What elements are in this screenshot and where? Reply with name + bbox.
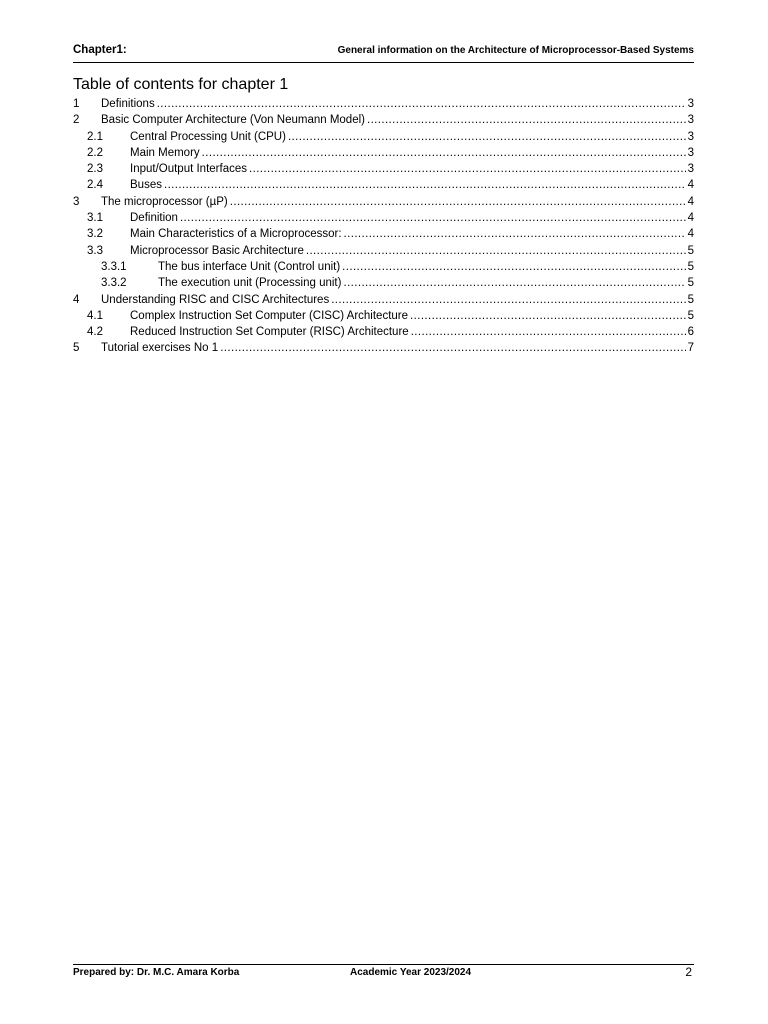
toc-entry-page: 3: [687, 98, 694, 110]
toc-entry-label[interactable]: The bus interface Unit (Control unit): [158, 260, 341, 273]
toc-leader-dots: [343, 275, 685, 291]
toc-entry-body[interactable]: [130, 308, 694, 324]
toc-leader-dots: [230, 194, 686, 210]
toc-entry-body[interactable]: [130, 324, 694, 340]
toc-title: Table of contents for chapter 1: [73, 76, 289, 93]
toc-entry[interactable]: [73, 259, 694, 275]
toc-entry-label[interactable]: Main Characteristics of a Microprocessor:: [130, 228, 342, 241]
toc-entry-number: 2.1: [87, 130, 103, 143]
toc-entry-page: 3: [687, 146, 694, 159]
toc-entry-page: 5: [687, 293, 694, 306]
toc-entry-number: 1: [73, 98, 80, 110]
toc-entry-body[interactable]: [130, 226, 694, 242]
footer-author: Prepared by: Dr. M.C. Amara Korba: [73, 967, 240, 978]
chapter-label: Chapter1:: [73, 44, 127, 56]
toc-leader-dots: [306, 243, 686, 259]
toc-leader-dots: [288, 129, 686, 145]
toc-leader-dots: [220, 340, 685, 356]
toc-entry-label[interactable]: Understanding RISC and CISC Architectures: [101, 293, 330, 306]
toc-entry-label[interactable]: Buses: [130, 179, 162, 192]
toc-entry-number: 3.2: [87, 228, 103, 241]
toc-entry-body[interactable]: [101, 194, 694, 210]
toc-leader-dots: [344, 226, 686, 242]
toc-entry-label[interactable]: Complex Instruction Set Computer (CISC) Architecture: [130, 309, 409, 322]
toc-entry[interactable]: [73, 292, 694, 308]
toc-entry-body[interactable]: [130, 210, 694, 226]
toc-leader-dots: [157, 96, 686, 112]
toc-entry-page: 6: [687, 326, 694, 339]
toc-leader-dots: [331, 292, 685, 308]
toc-entry-number: 5: [73, 342, 80, 355]
page-header: [73, 44, 694, 63]
toc-entry-page: 5: [687, 277, 694, 290]
toc-entry-label[interactable]: Central Processing Unit (CPU): [130, 130, 286, 143]
toc-leader-dots: [202, 145, 686, 161]
toc-entry-label[interactable]: Microprocessor Basic Architecture: [130, 244, 304, 257]
toc-entry-page: 3: [687, 130, 694, 143]
toc-entry-body[interactable]: [158, 259, 694, 275]
toc-entry-body[interactable]: [101, 292, 694, 308]
toc-entry-number: 2.2: [87, 146, 103, 159]
toc-entry-body[interactable]: [130, 145, 694, 161]
toc-entry-number: 4: [73, 293, 80, 306]
toc-leader-dots: [342, 259, 685, 275]
toc-entry[interactable]: [73, 243, 694, 259]
toc-entry-number: 2.3: [87, 163, 103, 176]
toc-entry-body[interactable]: [130, 243, 694, 259]
toc-entry-number: 4.2: [87, 326, 103, 339]
toc-leader-dots: [367, 112, 686, 128]
toc-entry-label[interactable]: Input/Output Interfaces: [130, 163, 247, 176]
toc-entry-page: 5: [687, 244, 694, 257]
toc-entry-body[interactable]: [130, 161, 694, 177]
toc-leader-dots: [180, 210, 686, 226]
toc-entry-label[interactable]: The microprocessor (µP): [101, 195, 228, 208]
toc-leader-dots: [249, 161, 686, 177]
page-footer: [73, 964, 694, 981]
toc-entry-page: 3: [687, 163, 694, 176]
toc-entry[interactable]: [73, 275, 694, 291]
toc-entry-number: 4.1: [87, 309, 103, 322]
toc-entry-page: 5: [687, 260, 694, 273]
toc-entry-body[interactable]: [130, 177, 694, 193]
toc-entry[interactable]: [73, 96, 694, 112]
toc-entry[interactable]: [73, 308, 694, 324]
table-of-contents: [73, 96, 694, 357]
footer-academic-year: Academic Year 2023/2024: [350, 967, 472, 978]
toc-entry-label[interactable]: Basic Computer Architecture (Von Neumann Model): [101, 114, 365, 127]
toc-entry-label[interactable]: Main Memory: [130, 146, 200, 159]
toc-leader-dots: [411, 324, 686, 340]
toc-entry-number: 3.3.2: [101, 277, 127, 290]
toc-entry-label[interactable]: Tutorial exercises No 1: [101, 342, 219, 355]
toc-entry[interactable]: [73, 340, 694, 356]
toc-entry[interactable]: [73, 194, 694, 210]
toc-entry-body[interactable]: [101, 96, 694, 112]
toc-entry[interactable]: [73, 161, 694, 177]
toc-entry-label[interactable]: Reduced Instruction Set Computer (RISC) Architecture: [130, 326, 409, 339]
toc-entry-body[interactable]: [101, 340, 694, 356]
toc-entry-page: 5: [687, 309, 694, 322]
toc-entry-label[interactable]: Definitions: [101, 98, 155, 110]
toc-entry-body[interactable]: [101, 112, 694, 128]
toc-entry-number: 3: [73, 195, 80, 208]
toc-entry-number: 3.3: [87, 244, 103, 257]
toc-leader-dots: [410, 308, 686, 324]
toc-entry[interactable]: [73, 177, 694, 193]
toc-entry-page: 7: [687, 342, 694, 355]
toc-leader-dots: [164, 177, 686, 193]
toc-entry-number: 2.4: [87, 179, 103, 192]
toc-entry-page: 4: [687, 212, 694, 225]
toc-entry[interactable]: [73, 129, 694, 145]
toc-entry-label[interactable]: The execution unit (Processing unit): [158, 277, 342, 290]
toc-entry-page: 3: [687, 114, 694, 127]
toc-entry-page: 4: [687, 179, 694, 192]
toc-entry[interactable]: [73, 145, 694, 161]
toc-entry-number: 2: [73, 114, 80, 127]
header-title: General information on the Architecture of Microprocessor-Based Systems: [337, 45, 694, 56]
toc-entry-body[interactable]: [130, 129, 694, 145]
toc-entry-body[interactable]: [158, 275, 694, 291]
toc-entry-label[interactable]: Definition: [130, 212, 178, 225]
toc-entry[interactable]: [73, 226, 694, 242]
toc-entry-number: 3.1: [87, 212, 103, 225]
toc-entry-number: 3.3.1: [101, 260, 127, 273]
footer-page-number: 2: [685, 965, 692, 979]
toc-entry-page: 4: [687, 228, 694, 241]
toc-entry-page: 4: [687, 195, 694, 208]
toc-entry[interactable]: [73, 112, 694, 128]
toc-entry[interactable]: [73, 324, 694, 340]
toc-entry[interactable]: [73, 210, 694, 226]
